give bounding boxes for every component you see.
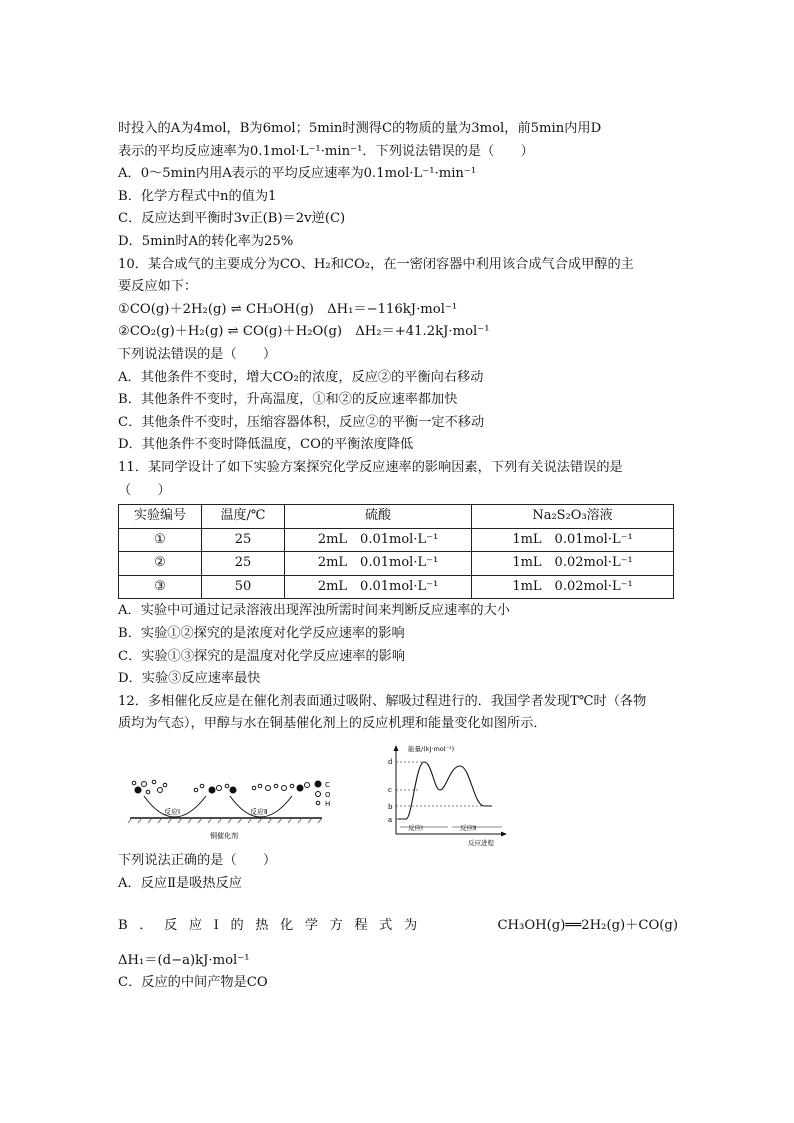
q12-option-a: A．反应Ⅱ是吸热反应 <box>118 875 242 891</box>
q11-option-c: C．实验①③探究的是温度对化学反应速率的影响 <box>118 648 406 664</box>
energy-axis-label: 能量/(kJ·mol⁻¹) <box>408 745 455 754</box>
catalyst-mechanism-diagram <box>126 776 356 848</box>
table-cell: 2mL 0.01mol·L⁻¹ <box>285 528 472 552</box>
label-reaction-2: 反应Ⅱ <box>250 808 268 817</box>
q12-figures <box>118 742 678 850</box>
q9-option-d: D．5min时A的转化率为25% <box>118 233 294 249</box>
table-row <box>119 528 674 552</box>
table-cell: ① <box>119 528 202 552</box>
q12-question: 下列说法正确的是（ ） <box>118 853 277 869</box>
q12-option-b-text: B．反应Ⅰ的热化学方程式为 <box>118 918 429 934</box>
q10-option-c: C．其他条件不变时，压缩容器体积，反应②的平衡一定不移动 <box>118 414 485 430</box>
q12-option-b <box>118 915 678 938</box>
q9-option-b: B．化学方程式中n的值为1 <box>118 188 277 204</box>
table-row <box>119 552 674 576</box>
table-cell: 1mL 0.02mol·L⁻¹ <box>472 575 674 599</box>
q11-option-a: A．实验中可通过记录溶液出现浑浊所需时间来判断反应速率的大小 <box>118 603 510 619</box>
q10-equation-2: ②CO₂(g)＋H₂(g) ⇌ CO(g)＋H₂O(g) ΔH₂＝+41.2kJ·mol⁻¹ <box>118 324 490 340</box>
level-b: b <box>388 803 393 812</box>
experiment-table <box>118 504 674 599</box>
q11-option-b: B．实验①②探究的是浓度对化学反应速率的影响 <box>118 626 405 642</box>
table-header: 硫酸 <box>285 505 472 529</box>
q10-question: 下列说法错误的是（ ） <box>118 346 277 362</box>
q12-stem2: 质均为气态），甲醇与水在铜基催化剂上的反应机理和能量变化如图所示． <box>118 716 547 732</box>
exam-page <box>118 118 678 995</box>
q10-stem2: 要反应如下： <box>118 279 198 295</box>
q12-stem1: 12．多相催化反应是在催化剂表面通过吸附、解吸过程进行的．我国学者发现T℃时（各物 <box>118 693 647 709</box>
table-row <box>119 575 674 599</box>
q10-equation-1: ①CO(g)＋2H₂(g) ⇌ CH₃OH(g) ΔH₁＝−116kJ·mol⁻¹ <box>118 301 458 317</box>
q9-option-c: C．反应达到平衡时3v正(B)＝2v逆(C) <box>118 211 346 227</box>
table-header: 温度/℃ <box>202 505 285 529</box>
label-reaction-1: 反应Ⅰ <box>164 808 181 817</box>
legend-label-c: C <box>325 781 330 790</box>
energy-profile-diagram <box>380 742 510 848</box>
table-header: 实验编号 <box>119 505 202 529</box>
legend-label-o: O <box>325 791 331 800</box>
level-c: c <box>388 786 392 795</box>
energy-label-reaction-2: 反应Ⅱ <box>460 824 477 833</box>
q9-option-a: A．0～5min内用A表示的平均反应速率为0.1mol·L⁻¹·min⁻¹ <box>118 166 477 182</box>
q11-option-d: D．实验③反应速率最快 <box>118 671 261 687</box>
table-cell: 1mL 0.01mol·L⁻¹ <box>472 528 674 552</box>
table-cell: ③ <box>119 575 202 599</box>
level-d: d <box>388 758 393 767</box>
table-cell: ② <box>119 552 202 576</box>
table-cell: 25 <box>202 552 285 576</box>
q10-option-a: A．其他条件不变时，增大CO₂的浓度，反应②的平衡向右移动 <box>118 369 484 385</box>
q11-stem1: 11．某同学设计了如下实验方案探究化学反应速率的影响因素，下列有关说法错误的是 <box>118 459 623 475</box>
table-cell: 25 <box>202 528 285 552</box>
level-a: a <box>388 816 393 825</box>
q9-line2: 表示的平均反应速率为0.1mol·L⁻¹·min⁻¹．下列说法错误的是（ ） <box>118 143 534 159</box>
q12-option-c: C．反应的中间产物是CO <box>118 975 268 991</box>
label-catalyst: 铜催化剂 <box>210 832 238 841</box>
table-cell: 2mL 0.01mol·L⁻¹ <box>285 552 472 576</box>
q12-option-b-enthalpy: ΔH₁＝(d−a)kJ·mol⁻¹ <box>118 952 250 968</box>
legend-label-h: H <box>325 800 331 809</box>
q9-line1: 时投入的A为4mol，B为6mol；5min时测得C的物质的量为3mol，前5min内用D <box>118 121 602 136</box>
q10-option-d: D．其他条件不变时降低温度，CO的平衡浓度降低 <box>118 437 414 453</box>
table-header: Na₂S₂O₃溶液 <box>472 505 674 529</box>
q10-stem1: 10．某合成气的主要成分为CO、H₂和CO₂，在一密闭容器中利用该合成气合成甲醇的主 <box>118 256 634 272</box>
reaction-progress-label: 反应进程 <box>468 839 494 848</box>
q11-stem2: （ ） <box>118 482 171 498</box>
q10-option-b: B．其他条件不变时，升高温度，①和②的反应速率都加快 <box>118 392 458 408</box>
energy-label-reaction-1: 反应Ⅰ <box>408 824 423 833</box>
table-cell: 1mL 0.02mol·L⁻¹ <box>472 552 674 576</box>
table-cell: 50 <box>202 575 285 599</box>
table-header-row <box>119 505 674 529</box>
table-cell: 2mL 0.01mol·L⁻¹ <box>285 575 472 599</box>
q12-option-b-equation: CH₃OH(g)══2H₂(g)＋CO(g) <box>497 918 678 934</box>
